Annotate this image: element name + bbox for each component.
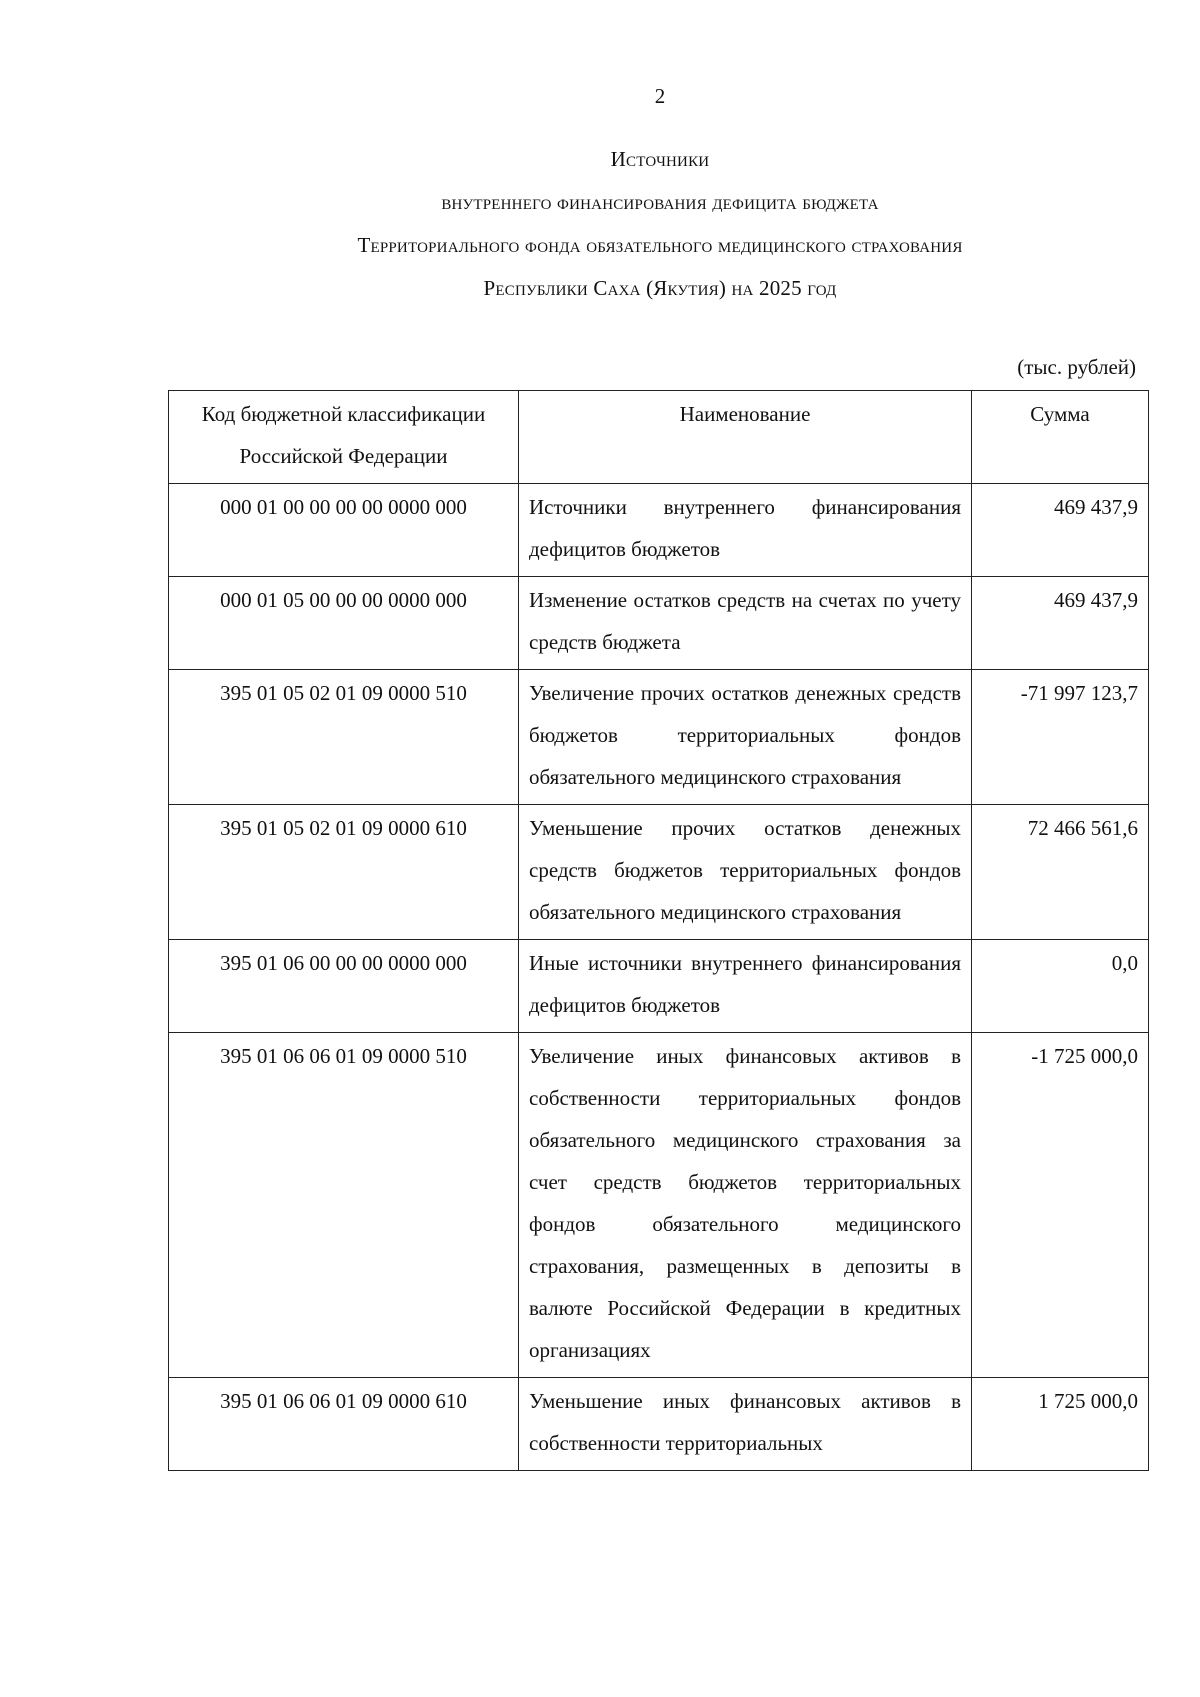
row-sum: 0,0 (972, 940, 1149, 1033)
header-code: Код бюджетной классификации Российской Федерации (169, 391, 519, 484)
row-name: Изменение остатков средств на счетах по учету средств бюджета (519, 577, 972, 670)
table-row (169, 577, 1149, 670)
title-line-4: Республики Саха (Якутия) на 2025 год (483, 276, 837, 300)
table-row (169, 484, 1149, 577)
row-name: Иные источники внутреннего финансирования дефицитов бюджетов (519, 940, 972, 1033)
row-name: Уменьшение прочих остатков денежных средств бюджетов территориальных фондов обязательного медицинского страхования (519, 805, 972, 940)
header-name: Наименование (519, 391, 972, 484)
title-line-3: Территориального фонда обязательного медицинского страхования (357, 233, 963, 257)
table-row (169, 805, 1149, 940)
row-sum: 1 725 000,0 (972, 1378, 1149, 1471)
row-sum: -1 725 000,0 (972, 1033, 1149, 1378)
table-row (169, 670, 1149, 805)
sources-table (168, 390, 1149, 1471)
header-sum: Сумма (972, 391, 1149, 484)
row-code: 395 01 05 02 01 09 0000 510 (169, 670, 519, 805)
row-code: 395 01 05 02 01 09 0000 610 (169, 805, 519, 940)
table-header-row (169, 391, 1149, 484)
row-code: 000 01 00 00 00 00 0000 000 (169, 484, 519, 577)
title-line-2: внутреннего финансирования дефицита бюджета (441, 190, 879, 214)
units-label: (тыс. рублей) (1017, 355, 1136, 379)
row-code: 000 01 05 00 00 00 0000 000 (169, 577, 519, 670)
row-sum: 469 437,9 (972, 484, 1149, 577)
row-sum: 72 466 561,6 (972, 805, 1149, 940)
row-sum: -71 997 123,7 (972, 670, 1149, 805)
title-line-1: Источники (610, 147, 710, 171)
row-name: Источники внутреннего финансирования дефицитов бюджетов (519, 484, 972, 577)
row-name: Увеличение прочих остатков денежных средств бюджетов территориальных фондов обязательного медицинского страхования (519, 670, 972, 805)
row-sum: 469 437,9 (972, 577, 1149, 670)
table-row (169, 1378, 1149, 1471)
document-title (0, 138, 1200, 310)
row-code: 395 01 06 06 01 09 0000 510 (169, 1033, 519, 1378)
page-number: 2 (654, 84, 666, 108)
row-code: 395 01 06 00 00 00 0000 000 (169, 940, 519, 1033)
row-name: Увеличение иных финансовых активов в собственности территориальных фондов обязательного медицинского страхования за счет средств бюджетов территориальных фондов обязательного медицинского страхования, размещенных в депозиты в валюте Российской Федерации в кредитных организациях (519, 1033, 972, 1378)
table-row (169, 940, 1149, 1033)
row-name: Уменьшение иных финансовых активов в собственности территориальных (519, 1378, 972, 1471)
table-row (169, 1033, 1149, 1378)
row-code: 395 01 06 06 01 09 0000 610 (169, 1378, 519, 1471)
